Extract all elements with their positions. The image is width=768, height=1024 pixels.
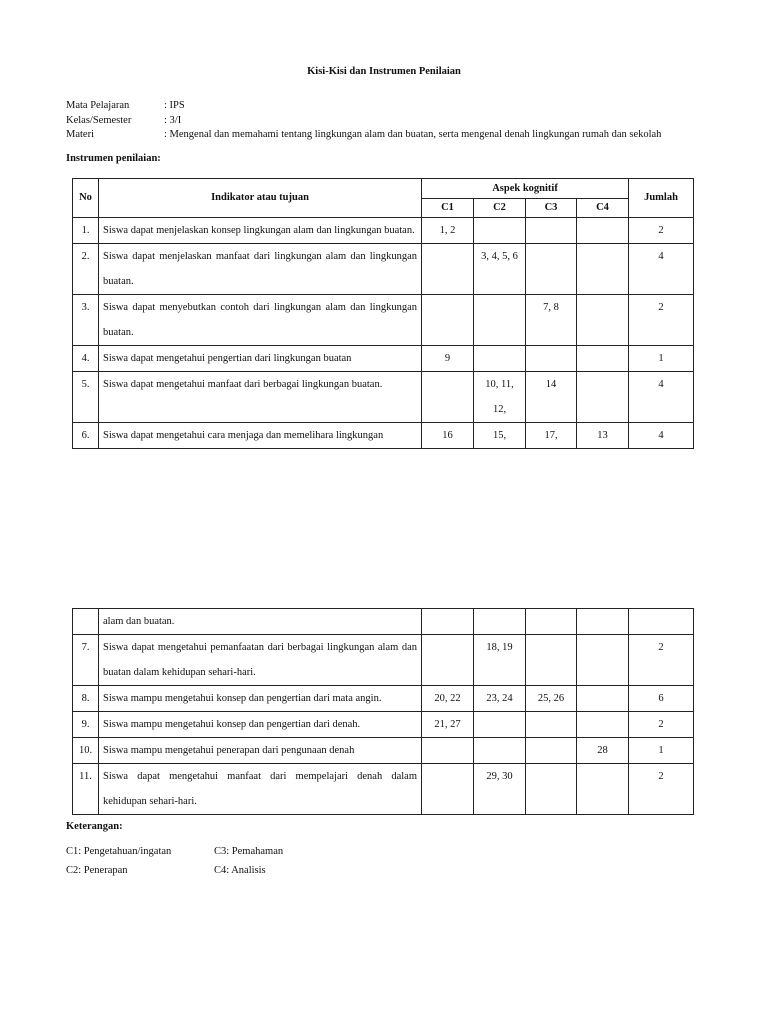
- row-c3: [526, 244, 577, 295]
- note-item: C3: Pemahaman: [214, 846, 284, 857]
- row-c3: [526, 635, 577, 686]
- row-c4: [577, 635, 629, 686]
- meta-value: : Mengenal dan memahami tentang lingkungan alam dan buatan, serta mengenal denah lingkungan rumah dan sekolah: [164, 129, 662, 140]
- row-indicator: Siswa dapat mengetahui manfaat dari berbagai lingkungan buatan.: [99, 372, 422, 423]
- row-c1: 9: [422, 346, 474, 372]
- header-c3: C3: [526, 199, 577, 218]
- row-c3: 14: [526, 372, 577, 423]
- row-c3: [526, 738, 577, 764]
- header-no: No: [73, 179, 99, 218]
- row-c4: 28: [577, 738, 629, 764]
- row-indicator: Siswa mampu mengetahui penerapan dari pengunaan denah: [99, 738, 422, 764]
- row-indicator: Siswa dapat mengetahui manfaat dari mempelajari denah dalam kehidupan sehari-hari.: [99, 764, 422, 815]
- header-aspect: Aspek kognitif: [422, 179, 629, 199]
- header-total: Jumlah: [629, 179, 694, 218]
- row-c1: [422, 738, 474, 764]
- row-indicator: Siswa dapat menjelaskan konsep lingkungan alam dan lingkungan buatan.: [99, 218, 422, 244]
- row-c4: 13: [577, 423, 629, 449]
- row-number: 2.: [73, 244, 99, 295]
- row-total: 4: [629, 244, 694, 295]
- page-title: Kisi-Kisi dan Instrumen Penilaian: [307, 66, 461, 77]
- assessment-table: [72, 178, 694, 449]
- table-row: [73, 295, 694, 346]
- row-total: 2: [629, 764, 694, 815]
- row-number: 6.: [73, 423, 99, 449]
- row-total: 2: [629, 635, 694, 686]
- meta-value: : 3/I: [164, 114, 182, 126]
- row-c2: 23, 24: [474, 686, 526, 712]
- row-c3: [526, 609, 577, 635]
- row-c3: 7, 8: [526, 295, 577, 346]
- row-number: 7.: [73, 635, 99, 686]
- row-c3: 17,: [526, 423, 577, 449]
- row-number: 10.: [73, 738, 99, 764]
- row-indicator: Siswa dapat mengetahui pemanfaatan dari berbagai lingkungan alam dan buatan dalam kehidupan sehari-hari.: [99, 635, 422, 686]
- row-number: 4.: [73, 346, 99, 372]
- row-c1: 16: [422, 423, 474, 449]
- row-c3: [526, 764, 577, 815]
- row-number: 5.: [73, 372, 99, 423]
- row-c2: 3, 4, 5, 6: [474, 244, 526, 295]
- row-c4: [577, 764, 629, 815]
- row-c1: [422, 295, 474, 346]
- row-c1: [422, 635, 474, 686]
- row-c1: 1, 2: [422, 218, 474, 244]
- note-item: C4: Analisis: [214, 865, 266, 876]
- row-total: [629, 609, 694, 635]
- row-number: 3.: [73, 295, 99, 346]
- row-c1: 20, 22: [422, 686, 474, 712]
- row-c2: [474, 295, 526, 346]
- assessment-table-continued: [72, 608, 694, 815]
- table-row: [73, 423, 694, 449]
- row-number: [73, 609, 99, 635]
- row-c2: [474, 712, 526, 738]
- row-c1: [422, 609, 474, 635]
- table-row: [73, 372, 694, 423]
- row-c2: [474, 609, 526, 635]
- row-c2: 18, 19: [474, 635, 526, 686]
- row-c1: [422, 372, 474, 423]
- row-c4: [577, 712, 629, 738]
- row-c4: [577, 346, 629, 372]
- row-number: 11.: [73, 764, 99, 815]
- row-indicator: Siswa mampu mengetahui konsep dan pengertian dari denah.: [99, 712, 422, 738]
- row-total: 4: [629, 372, 694, 423]
- row-indicator: Siswa dapat menjelaskan manfaat dari lingkungan alam dan lingkungan buatan.: [99, 244, 422, 295]
- row-number: 1.: [73, 218, 99, 244]
- row-indicator: Siswa dapat mengetahui cara menjaga dan memelihara lingkungan: [99, 423, 422, 449]
- header-indicator: Indikator atau tujuan: [99, 179, 422, 218]
- row-c2: 29, 30: [474, 764, 526, 815]
- row-indicator: Siswa mampu mengetahui konsep dan pengertian dari mata angin.: [99, 686, 422, 712]
- row-c3: [526, 346, 577, 372]
- row-c4: [577, 609, 629, 635]
- table-row: [73, 712, 694, 738]
- row-c4: [577, 295, 629, 346]
- row-c1: 21, 27: [422, 712, 474, 738]
- row-c2: 10, 11, 12,: [474, 372, 526, 423]
- table-row: [73, 738, 694, 764]
- section-heading: Instrumen penilaian:: [66, 153, 161, 164]
- header-c1: C1: [422, 199, 474, 218]
- meta-label: Materi: [66, 129, 94, 140]
- row-c3: [526, 712, 577, 738]
- row-total: 1: [629, 346, 694, 372]
- row-c2: [474, 738, 526, 764]
- row-total: 4: [629, 423, 694, 449]
- row-total: 2: [629, 295, 694, 346]
- row-number: 8.: [73, 686, 99, 712]
- table-row: [73, 764, 694, 815]
- row-c1: [422, 764, 474, 815]
- row-c4: [577, 686, 629, 712]
- note-item: C1: Pengetahuan/ingatan: [66, 846, 172, 857]
- row-c3: [526, 218, 577, 244]
- row-indicator: Siswa dapat mengetahui pengertian dari lingkungan buatan: [99, 346, 422, 372]
- row-c2: [474, 346, 526, 372]
- meta-value: : IPS: [164, 100, 185, 111]
- table-row: [73, 635, 694, 686]
- table-row: [73, 244, 694, 295]
- table-row: [73, 686, 694, 712]
- meta-label: Kelas/Semester: [66, 114, 132, 126]
- table-row: [73, 346, 694, 372]
- meta-label: Mata Pelajaran: [66, 100, 130, 111]
- row-total: 2: [629, 218, 694, 244]
- row-c2: 15,: [474, 423, 526, 449]
- legend-notes: [66, 821, 284, 880]
- header-c2: C2: [474, 199, 526, 218]
- table-row: [73, 218, 694, 244]
- row-c1: [422, 244, 474, 295]
- note-item: C2: Penerapan: [66, 865, 128, 876]
- row-c2: [474, 218, 526, 244]
- row-c4: [577, 372, 629, 423]
- row-indicator: alam dan buatan.: [99, 609, 422, 635]
- notes-row: [66, 842, 284, 861]
- row-c3: 25, 26: [526, 686, 577, 712]
- row-total: 2: [629, 712, 694, 738]
- row-total: 1: [629, 738, 694, 764]
- row-total: 6: [629, 686, 694, 712]
- notes-heading: Keterangan:: [66, 821, 123, 832]
- row-number: 9.: [73, 712, 99, 738]
- row-c4: [577, 244, 629, 295]
- row-c4: [577, 218, 629, 244]
- row-indicator: Siswa dapat menyebutkan contoh dari lingkungan alam dan lingkungan buatan.: [99, 295, 422, 346]
- notes-row: [66, 861, 266, 880]
- table-row-continuation: [73, 609, 694, 635]
- header-c4: C4: [577, 199, 629, 218]
